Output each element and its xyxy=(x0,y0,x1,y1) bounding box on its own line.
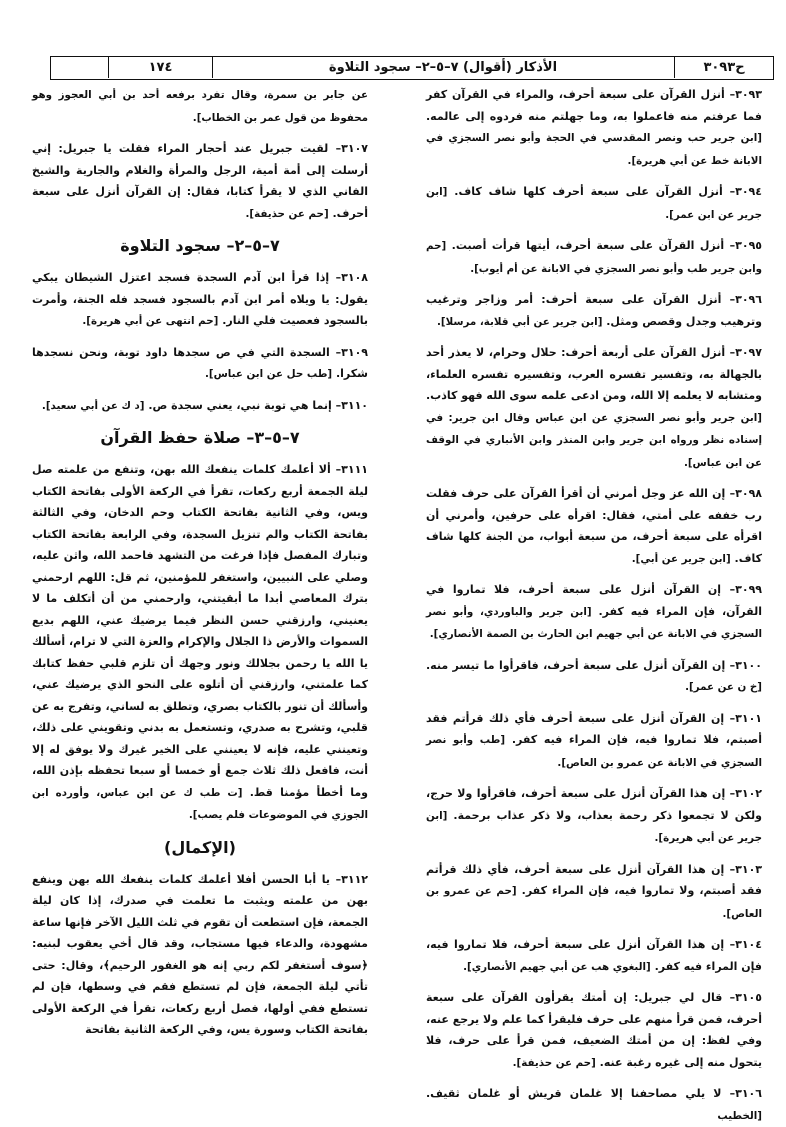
hadith-source: [طب حل عن ابن عباس]. xyxy=(204,368,333,380)
hadith-number: ٣١٠٥– xyxy=(729,991,762,1004)
hadith-text: لقيت جبريل عند أحجار المراء فقلت يا جبريل: إني أرسلت إلى أمة أمية، الرجل والمرأة والغلام والجارية والشيخ الفاني الذي لا يقرأ كتابا، فقال: إن القرآن أنزل على سبعة أحرف. xyxy=(32,142,368,220)
hadith-entry xyxy=(426,579,762,646)
hadith-source: [ت طب ك عن ابن عباس، وأورده ابن الجوزي في الموضوعات فلم يصب]. xyxy=(32,786,368,821)
hadith-entry xyxy=(426,655,762,699)
left-column xyxy=(32,84,368,1096)
hadith-source: عن جابر بن سمرة، وقال تفرد برفعه أحد بن أبي العجوز وهو محفوظ من قول عمر بن الخطاب]. xyxy=(32,89,368,124)
hadith-source: [د ك عن أبي سعيد]. xyxy=(41,399,145,412)
hadith-text: قال لي جبريل: إن أمتك يقرأون القرآن على سبعة أحرف، فمن قرأ منهم على حرف فليقرأ كما علم ولا يرجع عنه، وفي لفظ: إن من أمتك الضعيف، فمن قرأ على حرف، فلا يتحول منه إلى غيره رغبة عنه. xyxy=(426,991,762,1069)
hadith-source: [البغوي هب عن أبي جهيم الأنصاري]. xyxy=(463,960,651,973)
hadith-source: [ابن جرير حب ونصر المقدسي في الحجة وأبو نصر السجزي في الابانة خط عن أبي هريرة]. xyxy=(426,132,762,167)
hadith-entry xyxy=(426,181,762,226)
hadith-text: إذا قرأ ابن آدم السجدة فسجد اعتزل الشيطان يبكي يقول: يا ويلاه أمر ابن آدم بالسجود فسجد فله الجنة، وأمرت بالسجود فعصيت فلي النار. xyxy=(32,271,368,327)
hadith-entry xyxy=(426,934,762,978)
hadith-number: ٣١٠٨– xyxy=(335,271,368,284)
hadith-number: ٣٠٩٥– xyxy=(729,239,762,252)
hadith-text: ألا أعلمك كلمات ينفعك الله بهن، وتنفع من علمته صل ليلة الجمعة أربع ركعات، تقرأ في الركعة الأولى بفاتحة الكتاب ويس، وفي الثانية بفاتحة الكتاب وحم الدخان، وفي الثالثة بفاتحة الكتاب والم تنزيل السجدة، وفي الرابعة بفاتحة الكتاب وتبارك المفصل فإذا فرغت من التشهد فاحمد الله، واثن عليه، وصلي على النبيين، واستغفر للمؤمنين، ثم قل: اللهم ارحمني بترك المعاصي أبدا ما أبقيتني، وارحمني من أن أتكلف ما لا يعنيني، وارزقني حسن النظر فيما يرضيك عني، اللهم بديع السموات والأرض ذا الجلال والإكرام والعزة التي لا ترام، أسألك يا الله يا رحمن بجلالك ونور وجهك أن تلزم قلبي حفظ كتابك كما علمتني، وارزقني أن أتلوه على النحو الذي يرضيك عني، وأسألك أن تنور بالكتاب بصري، وتطلق به لساني، وتفرج به عن قلبي، وتشرح به صدري، وتستعمل به بدني وتقويني على ذلك، وتعينني عليه، فإنه لا يعينني على الخير غيرك ولا يوفق له إلا أنت، فافعل ذلك ثلاث جمع أو خمسا أو سبعا تحفظه بإذن الله، وما أخطأ مؤمنا قط. xyxy=(32,463,368,799)
left-bottom-entries xyxy=(32,459,368,827)
hadith-entry xyxy=(426,987,762,1074)
hadith-number: ٣٠٩٧– xyxy=(729,346,762,359)
section-heading-hifz: ٧–٥–٣– صلاة حفظ القرآن xyxy=(100,428,300,447)
hadith-text: إن القرآن أنزل على سبعة أحرف فأي ذلك قرأتم فقد أصبتم، فلا تماروا فيه، فإن المراء فيه كفر. xyxy=(426,711,762,746)
hadith-text: لا يلي مصاحفنا إلا غلمان قريش أو غلمان ثقيف. xyxy=(426,1087,722,1100)
section-heading-ikmal: (الإكمال) xyxy=(164,837,236,857)
hadith-text: إن هذا القرآن أنزل على سبعة أحرف، فاقرأوا ولا حرج، ولكن لا تجمعوا ذكر رحمة بعذاب، ولا ذكر عذاب برحمة. xyxy=(426,787,762,822)
hadith-text: إن هذا القرآن أنزل على سبعة أحرف، فلا تماروا فيه، فإن المراء فيه كفر. xyxy=(426,938,762,973)
hadith-text: أنزل القرآن على أربعة أحرف: حلال وحرام، لا يعذر أحد بالجهالة به، وتفسير تفسره العرب، وتفسيره تفسره العلماء، ومتشابه لا يعلمه إلا الله، ومن ادعى علمه سوى الله فهو كاذب. xyxy=(426,346,762,402)
hadith-number: ٣١٠٣– xyxy=(729,862,762,876)
hadith-number: ٣١٠٧– xyxy=(335,142,368,155)
hadith-number: ٣١١٠– xyxy=(335,398,368,412)
hadith-text: أنزل القرآن على سبعة أحرف: أمر وزاجر وترغيب وترهيب وجدل وقصص ومثل. xyxy=(426,293,762,328)
hadith-source: [خ ن عن عمر]. xyxy=(685,681,762,693)
hadith-number: ٣١٠٤– xyxy=(729,938,762,951)
hadith-entry xyxy=(32,395,368,418)
hadith-source: [ابن جرير عن أبي قلابة، مرسلا]. xyxy=(436,315,603,328)
section-heading-sujud: ٧–٥–٢– سجود التلاوة xyxy=(120,236,280,255)
hadith-number: ٣٠٩٨– xyxy=(729,487,762,500)
hadith-number: ٣١٠٦– xyxy=(729,1087,762,1100)
hadith-entry xyxy=(426,859,762,926)
hadith-entry xyxy=(32,267,368,333)
hadith-number: ٣١١٢– xyxy=(335,872,368,886)
hadith-text: إنما هي توبة نبي، يعني سجدة ص. xyxy=(148,398,332,412)
hadith-entry xyxy=(426,483,762,570)
header-code: ح٣٠٩٣ xyxy=(674,57,773,78)
hadith-source: [حم عن عمرو بن العاص]. xyxy=(426,885,762,920)
left-mid-entries xyxy=(32,267,368,417)
hadith-number: ٣١١١– xyxy=(335,463,368,476)
hadith-text: أنزل القرآن على سبعة أحرف كلها شاف كاف. xyxy=(454,185,723,198)
hadith-text: إن الله عز وجل أمرني أن أقرأ القرآن على حرف فقلت رب خففه على أمتي، فقال: اقرأه على حرفين، وأمرني أن اقرأه على سبعة أحرف، من سبعة أبواب، من الجنة كلها شاف كاف. xyxy=(426,487,762,565)
hadith-number: ٣١٠٩– xyxy=(335,345,368,359)
hadith-source: [حم وابن جرير طب وأبو نصر السجزي في الابانة عن أم أيوب]. xyxy=(426,240,762,275)
hadith-entry xyxy=(32,138,368,225)
hadith-source: [حم عن حذيفة]. xyxy=(512,1056,596,1069)
header-title: الأذكار (أقوال) ٧–٥–٢– سجود التلاوة xyxy=(328,60,558,75)
hadith-text: أنزل القرآن على سبعة أحرف، أيتها قرأت أصبت. xyxy=(451,239,725,252)
hadith-entry xyxy=(32,459,368,827)
page-number: ١٧٤ xyxy=(108,57,213,78)
hadith-entry xyxy=(32,869,368,1042)
hadith-source: [حم انتهى عن أبي هريرة]. xyxy=(82,315,219,327)
hadith-number: ٣١٠٢– xyxy=(729,787,762,800)
hadith-number: ٣١٠١– xyxy=(729,711,762,725)
hadith-entry xyxy=(32,84,368,129)
hadith-source: [ابن جرير عن أبي]. xyxy=(631,552,731,565)
hadith-entry xyxy=(32,342,368,386)
hadith-number: ٣٠٩٩– xyxy=(729,583,762,596)
hadith-source: [ابن جرير والباوردي، وأبو نصر السجزي في الابانة عن أبي جهيم ابن الحارث بن الصمة الأنصاري]. xyxy=(426,605,762,640)
hadith-text: إن القرآن أنزل على سبعة أحرف، فلا تماروا في القرآن، فإن المراء فيه كفر. xyxy=(426,583,762,618)
left-end-entries xyxy=(32,869,368,1042)
hadith-entry xyxy=(426,708,762,775)
hadith-source: [الخطيب xyxy=(717,1109,762,1122)
hadith-source: [ابن جرير عن ابن عمر]. xyxy=(426,186,762,221)
hadith-entry xyxy=(426,84,762,172)
hadith-source: [ابن جرير عن أبي هريرة]. xyxy=(426,809,762,844)
hadith-source: [طب وأبو نصر السجزي في الابانة عن عمرو بن العاص]. xyxy=(426,734,762,769)
left-top-entries xyxy=(32,84,368,225)
page-header xyxy=(50,56,774,80)
right-column xyxy=(426,84,762,1122)
hadith-number: ٣٠٩٤– xyxy=(729,185,762,198)
hadith-entry xyxy=(426,342,762,474)
hadith-text: أنزل القرآن على سبعة أحرف، والمراء في القرآن كفر فما عرفتم منه فاعملوا به، وما جهلتم منه فردوه إلى عالمه. xyxy=(426,88,762,123)
hadith-text: السجدة التي في ص سجدها داود توبة، ونحن نسجدها شكرا. xyxy=(32,345,368,380)
hadith-text: إن القرآن أنزل على سبعة أحرف، فاقرأوا ما تيسر منه. xyxy=(426,658,726,672)
hadith-source: [حم عن حذيفة]. xyxy=(245,207,329,220)
hadith-entry xyxy=(426,235,762,280)
hadith-source: [ابن جرير وأبو نصر السجزي عن ابن عباس وقال ابن جرير: في إسناده نظر ورواه ابن جرير وابن المنذر وابن الأنباري في الوقف عن ابن عباس]. xyxy=(426,411,762,469)
hadith-entry xyxy=(426,289,762,333)
hadith-text: يا أبا الحسن أفلا أعلمك كلمات ينفعك الله بهن وينفع بهن من علمته ويثبت ما تعلمت في صدرك، إذا كان ليلة الجمعة، فإن استطعت أن تقوم في ثلث الليل الآخر فإنها ساعة مشهودة، والدعاء فيها مستجاب، وقد قال أخي يعقوب لبنيه: ﴿سوف أستغفر لكم ربي إنه هو الغفور الرحيم﴾، وقال: حتى تأتي ليلة الجمعة، فإن لم تستطع فقم في وسطها، فإن لم تستطع ففي أولها، فصل أربع ركعات، تقرأ في الركعة الأولى بفاتحة الكتاب وسورة يس، وفي الركعة الثانية بفاتحة xyxy=(32,872,368,1036)
hadith-number: ٣١٠٠– xyxy=(729,658,762,672)
hadith-entry xyxy=(426,1083,762,1127)
right-entries xyxy=(426,84,762,1127)
hadith-number: ٣٠٩٣– xyxy=(729,88,762,101)
hadith-number: ٣٠٩٦– xyxy=(729,293,762,306)
hadith-text: إن هذا القرآن أنزل على سبعة أحرف، فأي ذلك قرأتم فقد أصبتم، ولا تماروا فيه، فإن المراء كفر. xyxy=(426,862,762,897)
hadith-entry xyxy=(426,783,762,850)
